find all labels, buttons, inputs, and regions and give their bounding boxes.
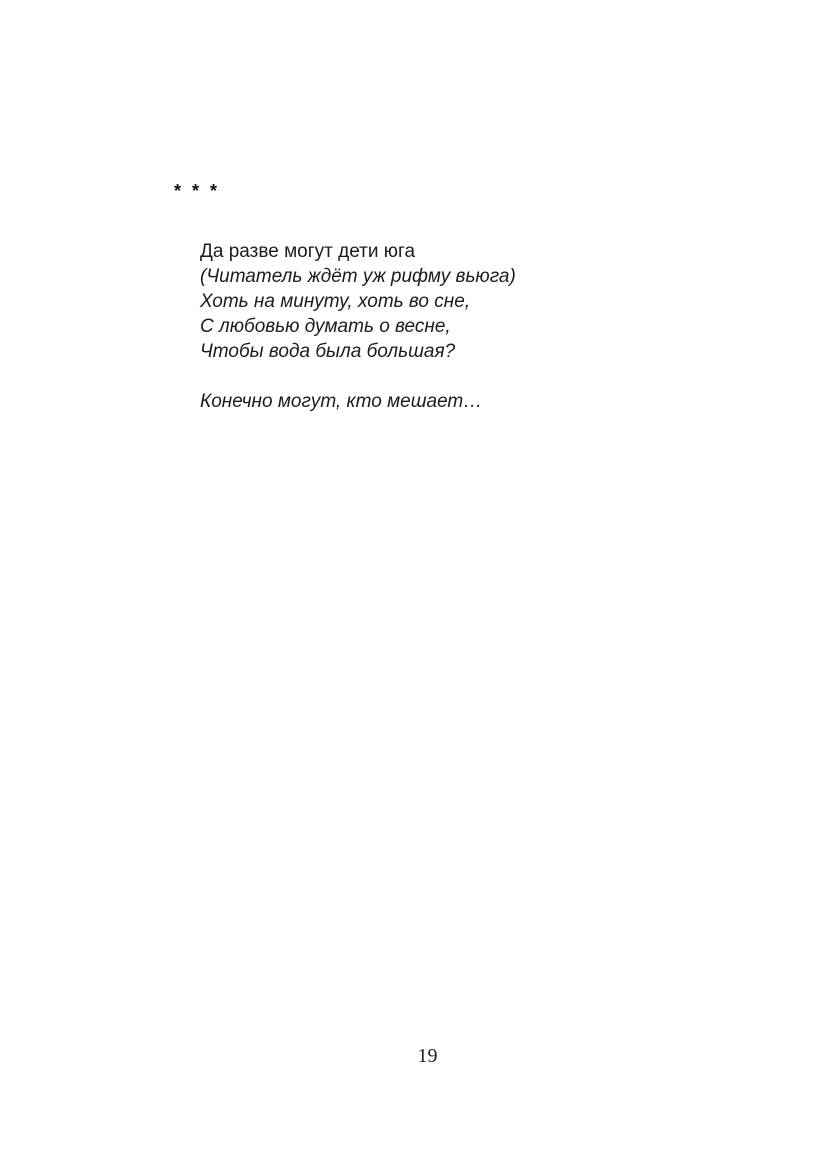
stanza: [200, 239, 516, 364]
poem-line: Да разве могут дети юга: [200, 241, 416, 262]
stanza: [200, 389, 516, 414]
poem-line: (Читатель ждёт уж рифму вьюга): [200, 266, 516, 287]
poem-block: [200, 239, 516, 414]
poem-line: Хоть на минуту, хоть во сне,: [200, 291, 471, 312]
section-divider-asterisks: * * *: [174, 181, 221, 201]
poem-line: Конечно могут, кто мешает…: [200, 391, 483, 412]
poem-line: Чтобы вода была большая?: [200, 341, 456, 362]
poem-line: С любовью думать о весне,: [200, 316, 451, 337]
page-footer: [0, 1044, 823, 1069]
page-number: 19: [417, 1045, 438, 1067]
